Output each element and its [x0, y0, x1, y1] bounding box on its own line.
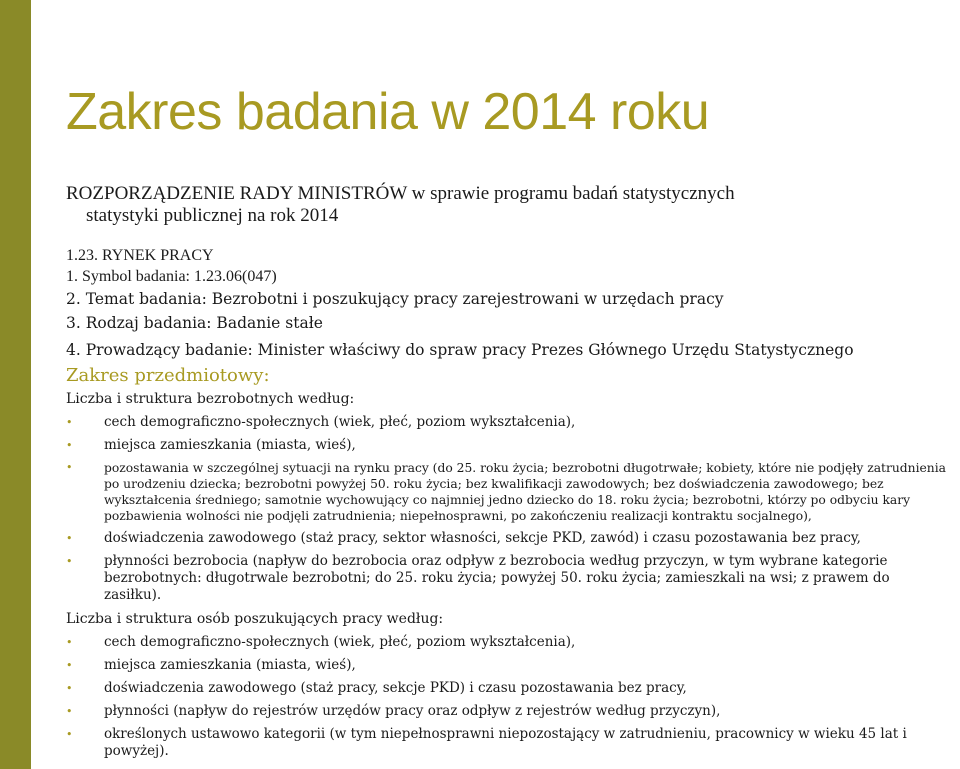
bullet-dot-icon: •	[66, 682, 73, 695]
slide-title: Zakres badania w 2014 roku	[66, 83, 710, 141]
survey-topic: 2. Temat badania: Bezrobotni i poszukujący pracy zarejestrowani w urzędach pracy	[66, 290, 724, 308]
list-item	[66, 553, 946, 604]
jobseekers-list	[66, 634, 946, 760]
list-item-text: miejsca zamieszkania (miasta, wieś),	[104, 437, 356, 453]
bullet-dot-icon: •	[66, 461, 73, 474]
list-item-text: płynności bezrobocia (napływ do bezrobocia oraz odpływ z bezrobocia według przyczyn, w tym wybrane kategorie bezrobotnych: długotrwale bezrobotni; do 25. roku życia; powyżej 50. roku życia; zamieszkali na wsi; z prawem do zasiłku).	[104, 553, 890, 603]
list-item	[66, 680, 946, 697]
list-item	[66, 703, 946, 720]
list-item	[66, 437, 946, 454]
regulation-title	[66, 183, 946, 227]
bullet-dot-icon: •	[66, 416, 73, 429]
bullet-dot-icon: •	[66, 659, 73, 672]
list-item-text: płynności (napływ do rejestrów urzędów pracy oraz odpływ z rejestrów według przyczyn),	[104, 703, 721, 719]
list-item-text: pozostawania w szczególnej sytuacji na rynku pracy (do 25. roku życia; bezrobotni długotrwałe; kobiety, które nie podjęły zatrudnienia po urodzeniu dziecka; bezrobotni powyżej 50. roku życia; bez kwalifikacji zawodowych; bez doświadczenia zawodowego; bez wykształcenia średniego; samotnie wychowujący co najmniej jedno dziecko do 18. roku życia; bezrobotni, którzy po odbyciu kary pozbawienia wolności nie podjęli zatrudnienia; niepełnosprawni, po zakończeniu realizacji kontraktu socjalnego),	[104, 461, 946, 523]
list-item-text: miejsca zamieszkania (miasta, wieś),	[104, 657, 356, 673]
list-item-text: cech demograficzno-społecznych (wiek, płeć, poziom wykształcenia),	[104, 634, 576, 650]
list-item-text: cech demograficzno-społecznych (wiek, płeć, poziom wykształcenia),	[104, 414, 576, 430]
slide-content	[66, 183, 946, 766]
jobseekers-label: Liczba i struktura osób poszukujących pracy według:	[66, 611, 444, 627]
scope-heading: Zakres przedmiotowy:	[66, 365, 270, 386]
list-item-text: doświadczenia zawodowego (staż pracy, sekcje PKD) i czasu pozostawania bez pracy,	[104, 680, 687, 696]
survey-conductor: 4. Prowadzący badanie: Minister właściwy do spraw pracy Prezes Głównego Urzędu Statystycznego	[66, 341, 854, 359]
survey-symbol: 1. Symbol badania: 1.23.06(047)	[66, 268, 277, 285]
list-item	[66, 726, 946, 760]
survey-type: 3. Rodzaj badania: Badanie stałe	[66, 314, 323, 332]
section-code: 1.23. RYNEK PRACY	[66, 247, 214, 264]
side-accent-bar	[0, 0, 31, 769]
list-item-text: określonych ustawowo kategorii (w tym niepełnosprawni niepozostający w zatrudnieniu, pracownicy w wieku 45 lat i powyżej).	[104, 726, 907, 759]
bullet-dot-icon: •	[66, 439, 73, 452]
regulation-title-line2: statystyki publicznej na rok 2014	[86, 205, 339, 226]
bullet-dot-icon: •	[66, 532, 73, 545]
list-item	[66, 530, 946, 547]
list-item	[66, 634, 946, 651]
unemployed-label: Liczba i struktura bezrobotnych według:	[66, 391, 355, 407]
bullet-dot-icon: •	[66, 705, 73, 718]
bullet-dot-icon: •	[66, 728, 73, 741]
unemployed-list	[66, 414, 946, 604]
list-item	[66, 414, 946, 431]
list-item	[66, 460, 946, 524]
list-item	[66, 657, 946, 674]
bullet-dot-icon: •	[66, 555, 73, 568]
regulation-title-line1: ROZPORZĄDZENIE RADY MINISTRÓW w sprawie programu badań statystycznych	[66, 183, 735, 204]
list-item-text: doświadczenia zawodowego (staż pracy, sektor własności, sekcje PKD, zawód) i czasu pozostawania bez pracy,	[104, 530, 861, 546]
bullet-dot-icon: •	[66, 636, 73, 649]
